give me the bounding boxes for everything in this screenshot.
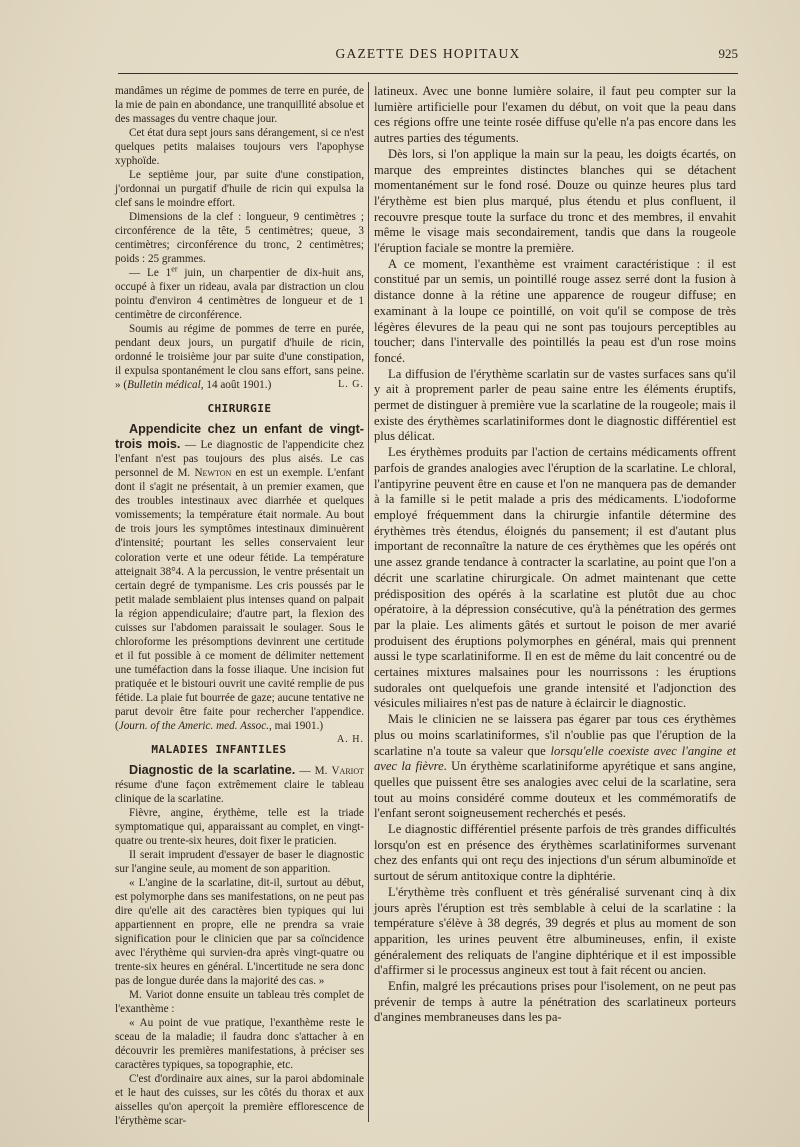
paragraph: L'érythème très confluent et très généralisé survenant cinq à dix jours après l'éruption est très semblable à celui de la scarlatine : la température s'élève à 38 degrés, 39 degrés et plus au moment de son apparition, les urines peuvent être albumineuses, enfin, il existe généralement des reliquats de l'angine diphtérique et il est impossible d'affirmer si le processus angineux est tout à fait récent ou ancien.: [374, 884, 736, 978]
paragraph: La diffusion de l'érythème scarlatin sur de vastes surfaces sans qu'il y ait à proprement parler de peau saine entre les éléments éruptifs, permet de distinguer à première vue la scarlatine de la rougeole; mais il existe des érythèmes scarlatiniformes dont le diagnostic différentiel est plus délicat.: [374, 366, 736, 444]
text-run: — Le 1: [129, 267, 172, 280]
paragraph: Cet état dura sept jours sans dérangement, si ce n'est quelques petits malaises toujours vers l'apophyse xyphoïde.: [115, 127, 364, 168]
text-run: en est un exemple. L'enfant dont il s'agit ne présentait, à un premier examen, que des troubles intestinaux avec diarrhée et quelques vomissements; la température était normale. Au bout de trois jours les symptômes intestinaux diminuèrent d'intensité; pourtant les selles conservaient leur coloration verte et une odeur fétide. La température atteignait 38°4. A la percussion, le ventre présentait un certain degré de tympanisme. Les cris poussés par le petit malade semblaient plus intenses quand on palpait la région appendiculaire; d'autre part, la flexion des cuisses sur l'abdomen paraissait le soulager. Sous le chloroforme les présomptions devinrent une certitude et il fut possible à ce moment de délimiter nettement une tuméfaction dans la fosse iliaque. Une incision fut pratiquée et le bistouri ouvrit une cavité remplie de pus fétide. La plaie fut bourrée de gaze; aucune tentative ne parut devoir être faite pour rechercher l'appendice. (: [115, 467, 364, 732]
text-run: résume d'une façon extrêmement claire le tableau clinique de la scarlatine.: [115, 778, 364, 805]
paragraph: A ce moment, l'exanthème est vraiment caractéristique : il est constitué par un semis, un pointillé rouge assez serré dont la fusion à distance donne à la rétine une apparence de rougeur diffuse; en examinant à la loupe ce pointillé, on voit qu'il se compose de très légères élevures de la peau qui ne sont pas toujours perceptibles au toucher; dans l'intervalle des pointillés la peau est d'un rose moins foncé.: [374, 256, 736, 365]
text-run: , 14 août 1901.): [200, 379, 272, 392]
superscript: er: [171, 264, 178, 274]
text-run: Soumis au régime de pommes de terre en purée, pendant deux jours, un purgatif d'huile de ricin, ordonné le troisième jour par suite d'une constipation, il expulsa spontanément le clou sans effort, sans peine. » (: [115, 323, 364, 392]
source-citation: Bulletin médical: [127, 379, 201, 392]
left-column: [115, 84, 364, 1128]
paragraph: [115, 422, 364, 745]
paragraph: Les érythèmes produits par l'action de certains médicaments offrent parfois de grandes analogies avec l'éruption de la scarlatine. Le chloral, l'antipyrine peuvent être en cause et l'on ne manquera pas de demander à la famille si le petit malade a pris des médicaments. L'iodoforme employé fréquemment dans la chirurgie infantile détermine des érythèmes très étendus, éloignés du pansement; il est d'autant plus important de reconnaître la nature de ces érythèmes que les opérés ont une assez grande tendance à contracter la scarlatine, au point que l'on a décrit une scarlatine chirurgicale. On admet maintenant que cette prédisposition des opérés à la scarlatine est plutôt due au choc opératoire, à la dépression consécutive, qu'à la pénétration des germes par la plaie. Les aliments gâtés et surtout le poison de mer avarié produisent des éruptions polymorphes en général, mais qui prennent aussi le type scarlatiniforme. Il en est de même du lait concentré ou de certaines mixtures malsaines pour les nourrissons : les éruptions sudorales ont quelquefois une grande intensité et l'adjonction des vésicules miliaires n'est pas de nature à éclaircir le diagnostic.: [374, 445, 736, 711]
section-heading: MALADIES INFANTILES: [151, 742, 287, 756]
paragraph: Dimensions de la clef : longueur, 9 centimètres ; circonférence de la tête, 5 centimètres; queue, 3 centimètres; circonférence du tronc, 2 centimètres; poids : 25 grammes.: [115, 211, 364, 266]
emphasis: lorsqu'elle coexiste avec l'angine et avec la fièvre: [374, 743, 736, 774]
paragraph: Dès lors, si l'on applique la main sur la peau, les doigts écartés, on marque des empreintes distinctes blanches qui se détachent momentanément sur le fond rosé. Douze ou quinze heures plus tard l'érythème est bien plus marqué, plus étendu et plus confluent, il recouvre presque toute la surface du tronc et des membres, il envahit même le visage mais secondairement, tandis que dans la rougeole l'éruption faciale se montre la première.: [374, 146, 736, 256]
paragraph: [115, 322, 364, 392]
journal-title: GAZETTE DES HOPITAUX: [335, 46, 521, 61]
paragraph: [115, 266, 364, 322]
paragraph: Il serait imprudent d'essayer de baser le diagnostic sur l'angine seule, au moment de son apparition.: [115, 848, 364, 875]
paragraph: Le septième jour, par suite d'une constipation, j'ordonnai un purgatif d'huile de ricin qui expulsa la clef sans le moindre effort.: [115, 169, 364, 210]
page-number: 925: [718, 46, 738, 61]
text-run: . Un érythème scarlatiniforme apyrétique et sans angine, quelles que puissent être ses analogies avec celui de la scarlatine, sera tout au moins considéré comme douteux et les commémoratifs de l'enfant seront soigneusement recherchés et pesés.: [374, 759, 736, 821]
paragraph: M. Variot donne ensuite un tableau très complet de l'exanthème :: [115, 988, 364, 1015]
text-run: — M.: [295, 764, 332, 777]
paragraph: « L'angine de la scarlatine, dit-il, surtout au début, est polymorphe dans ses manifestations, on ne peut pas dire qu'elle ait des caractères bien typiques qui lui appartiennent en propre, elle ne prendra sa vraie signification pour le clinicien que par sa coïncidence avec l'érythème qui survien-dra après vingt-quatre ou trente-six heures en général. L'incertitude ne sera donc pas de longue durée dans la majorité des cas. »: [115, 876, 364, 987]
paragraph: « Au point de vue pratique, l'exanthème reste le sceau de la maladie; il faudra donc s'attacher à en découvrir les premières manifestations, à préciser ses caractères typiques, sa topographie, etc.: [115, 1017, 364, 1072]
column-divider: [368, 82, 369, 1122]
page-header: [118, 46, 738, 68]
paragraph: Le diagnostic différentiel présente parfois de très grandes difficultés lorsqu'on est en présence des érythèmes scarlatiniformes survenant chez des enfants qui ont reçu des injections d'un sérum albuminoïde et surtout de sérum antitoxique contre la diphtérie.: [374, 822, 736, 884]
paragraph: latineux. Avec une bonne lumière solaire, il faut peu compter sur la lumière artificielle pour l'examen du début, on voit que la peau dans ces régions offre une teinte rosée diffuse qu'elle n'a pas encore dans les autres parties des téguments.: [374, 84, 736, 146]
text-run: — Le diagnostic de l'appendicite chez l'enfant n'est pas toujours des plus aisés. Le cas personnel de M.: [115, 439, 364, 480]
paragraph: mandâmes un régime de pommes de terre en purée, de la mie de pain en abondance, une tranquillité absolue et des massages du ventre chaque jour.: [115, 85, 364, 126]
source-citation: Journ. of the Americ. med. Assoc.: [118, 719, 270, 732]
paragraph: Enfin, malgré les précautions prises pour l'isolement, on ne peut pas prévenir de temps à autre la pénétration des scarlatineux porteurs d'angines membraneuses dans les pa-: [374, 979, 736, 1025]
paragraph: C'est d'ordinaire aux aines, sur la paroi abdominale et le haut des cuisses, sur les côtés du thorax et aux aisselles qu'on aperçoit la première efflorescence de l'érythème scar-: [115, 1073, 364, 1128]
text-run: Mais le clinicien ne se laissera pas égarer par tous ces érythèmes plus ou moins scarlatiniformes, s'il n'oublie pas que l'éruption de la scarlatine n'a toute sa valeur que: [374, 712, 736, 758]
text-run: juin, un charpentier de dix-huit ans, occupé à fixer un rideau, avala par distraction un clou pointu d'environ 4 centimètres de longueur et de 1 centimètre de circonférence.: [115, 267, 364, 322]
author-signature: A. H.: [337, 733, 364, 745]
right-column: [374, 84, 736, 1026]
paragraph: [115, 763, 364, 806]
paragraph: [374, 712, 736, 822]
author-signature: L. G.: [338, 379, 364, 391]
person-name: Newton: [194, 467, 232, 480]
article-lead: Diagnostic de la scarlatine.: [129, 762, 296, 777]
text-run: , mai 1901.): [269, 719, 324, 732]
section-heading: CHIRURGIE: [207, 402, 272, 416]
paragraph: Fièvre, angine, érythème, telle est la triade symptomatique qui, apparaissant au complet, en vingt-quatre ou trente-six heures, doit fixer le praticien.: [115, 806, 364, 847]
header-rule: [118, 73, 738, 76]
article-lead: Appendicite chez un enfant de vingt-trois mois.: [115, 422, 364, 452]
person-name: Variot: [331, 764, 364, 777]
